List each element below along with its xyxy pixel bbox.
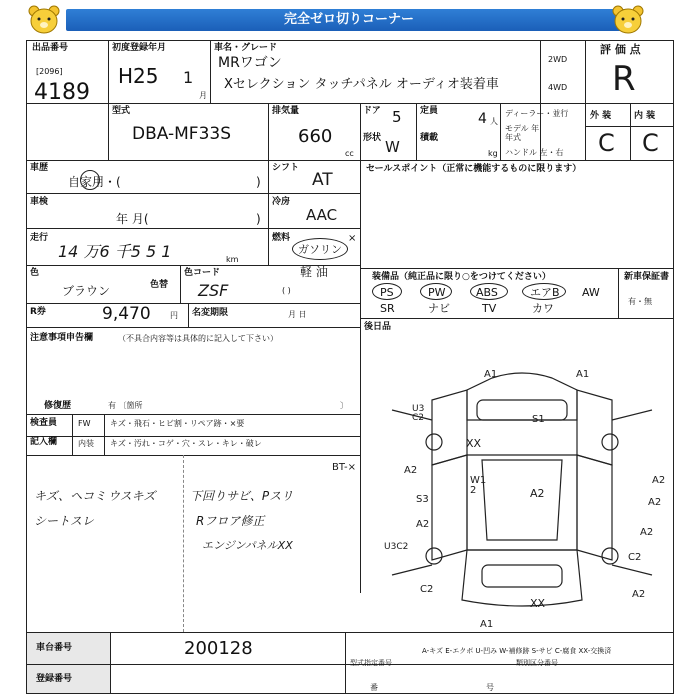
note-3: 下回りサビ、Pスリ (190, 489, 294, 503)
doors-value: 5 (392, 108, 402, 126)
fuel-diesel: 軽 油 (300, 265, 328, 279)
mark-a2-right2: A2 (648, 497, 662, 508)
persons-unit: 人 (490, 117, 498, 126)
equip-aw: AW (582, 286, 600, 299)
mark-a2-center: A2 (530, 487, 545, 500)
cc-unit: cc (345, 149, 354, 158)
score-value: R (612, 59, 636, 99)
name-change-unit: 月 日 (288, 310, 307, 319)
usage-label: 車歴 (30, 163, 49, 173)
notes-sub: （不具合内容等は具体的に記入して下さい） (118, 334, 278, 343)
km-unit: km (226, 255, 239, 264)
color-code-value: ZSF (198, 281, 229, 300)
handle-label: ハンドル 左・右 (505, 148, 564, 157)
mark-a1-bottom: A1 (480, 619, 494, 630)
interior-short-label: 内装 (78, 439, 94, 448)
mark-s3: S3 (416, 494, 429, 505)
exterior-label: 外 装 (590, 111, 612, 121)
color-label: 色 (30, 268, 40, 278)
mark-c2-left: C2 (420, 584, 434, 595)
note-5: Rフロア修正 (196, 514, 265, 528)
fuel-label: 燃料 (272, 233, 291, 243)
drive-4wd: 4WD (548, 83, 568, 92)
inspector-label: 検査員 (30, 418, 58, 428)
equip-ps: PS (380, 286, 394, 299)
fw-items: キズ・飛石・ヒビ割・リペア跡・×要 (110, 419, 245, 428)
model-value: DBA-MF33S (132, 124, 232, 144)
capacity-value: 4 (478, 111, 487, 127)
yen-unit: 円 (170, 311, 178, 320)
inspection-close: ) (256, 212, 261, 226)
lot-number: 4189 (34, 80, 90, 105)
displacement-value: 660 (298, 126, 333, 147)
interior-grade: C (642, 129, 659, 157)
note-1: キズ、ヘコミ (34, 489, 107, 503)
car-name: MRワゴン (218, 55, 282, 71)
fuel-gas: ガソリン (298, 243, 342, 256)
inspection-label: 車検 (30, 197, 49, 207)
equipment-label: 装備品（純正品に限り○をつけてください） (372, 272, 551, 282)
damage-legend: A-キズ E-エクボ U-凹み W-補修跡 S-サビ C-腐食 XX-交換済 (422, 647, 612, 655)
repair-value: 有 〔箇所 (108, 401, 143, 410)
mark-a1-left: A1 (484, 369, 498, 380)
equip-navi: ナビ (428, 302, 450, 315)
later-items-label: 後日品 (364, 322, 392, 332)
name-change-label: 名変期限 (192, 308, 229, 318)
recycle-label: R券 (30, 307, 46, 317)
shift-label: シフト (272, 163, 300, 173)
mark-xx-bottom: XX (530, 597, 546, 610)
mascot-bear-left-icon (26, 4, 62, 36)
mark-c2-right: C2 (628, 552, 642, 563)
car-grade: Xセレクション タッチパネル オーディオ装着車 (224, 77, 499, 92)
mark-a2-right: A2 (652, 475, 666, 486)
selling-points-label: セールスポイント（正常に機能するものに限ります） (366, 164, 582, 174)
fuel-gas-circle (292, 238, 348, 260)
equip-airbag: エアB (530, 286, 560, 299)
mark-a2-lower: A2 (416, 519, 430, 530)
first-registration-label: 初度登録年月 (112, 43, 167, 53)
kg-unit: kg (488, 149, 498, 158)
equip-airbag-circle (522, 283, 566, 300)
first-registration-month: 1 (183, 68, 194, 87)
mark-s1: S1 (532, 414, 545, 425)
equip-pw: PW (428, 286, 446, 299)
equip-tv: TV (482, 302, 497, 315)
ac-value: AAC (306, 206, 338, 224)
first-registration-era: H25 (118, 64, 159, 88)
model-year-label: モデル 年 (505, 124, 540, 133)
mark-u3c2: U3 C2 (412, 404, 425, 423)
note-2: ウスキズ (108, 489, 156, 503)
loading-label: 積載 (420, 133, 439, 143)
equip-leather: カワ (532, 302, 554, 315)
banner-title: 完全ゼロ切りコーナー (66, 9, 632, 31)
interior-label: 内 装 (634, 111, 656, 121)
chassis-number: 200128 (184, 638, 253, 659)
note-6: エンジンパネルXX (202, 539, 293, 552)
inspector-sub: 記入欄 (30, 437, 58, 447)
mark-a2-left: A2 (404, 465, 418, 476)
car-name-label: 車名・グレード (214, 43, 278, 53)
lot-sub-number: [2096] (36, 67, 63, 76)
recycle-value: 9,470 (102, 304, 151, 324)
notes-label: 注意事項申告欄 (30, 333, 94, 343)
capacity-label: 定員 (420, 106, 439, 116)
category-number-label: 類別区分番号 (516, 659, 558, 667)
equip-ps-circle (372, 283, 402, 300)
type-designation-label: 型式指定番号 (350, 659, 392, 667)
usage-value: 自家用・( (68, 175, 121, 189)
usage-circle (80, 170, 100, 190)
fw-label: FW (78, 419, 91, 428)
mark-w1: W1 2 (470, 475, 487, 496)
color-code-label: 色コード (184, 268, 221, 278)
registration-label: 登録番号 (36, 674, 73, 684)
mark-u3c2b: U3C2 (384, 542, 409, 552)
shift-value: AT (312, 170, 333, 190)
doors-label: ドア (363, 106, 381, 116)
ac-label: 冷房 (272, 197, 291, 207)
mileage-value: 14 万6 千5 5 1 (58, 242, 172, 261)
repair-close: 〕 (340, 401, 348, 410)
no-label: 号 (486, 683, 494, 692)
drive-2wd: 2WD (548, 55, 568, 64)
equip-abs: ABS (476, 286, 498, 299)
color-change-label: 色替 (150, 280, 169, 290)
displacement-label: 排気量 (272, 106, 300, 116)
shape-label: 形状 (363, 133, 382, 143)
exterior-grade: C (598, 129, 615, 157)
lot-number-label: 出品番号 (32, 43, 69, 53)
mark-a1-right: A1 (576, 369, 590, 380)
color-value: ブラウン (62, 284, 111, 298)
month-suffix: 月 (199, 91, 207, 100)
warranty-label: 新車保証書 (624, 272, 670, 282)
model-label: 型式 (112, 106, 131, 116)
model-year-label2: 年式 (505, 133, 521, 142)
mileage-label: 走行 (30, 233, 49, 243)
dealer-label: ディーラー・並行 (505, 109, 569, 118)
equip-sr: SR (380, 302, 395, 315)
score-label: 評 価 点 (600, 43, 641, 56)
mark-a2-right3: A2 (632, 589, 646, 600)
fuel-cross: × (348, 233, 357, 244)
mark-xx-left: XX (466, 437, 482, 450)
warranty-value: 有・無 (628, 297, 652, 306)
fuel-parens: ( ) (282, 286, 291, 295)
usage-close: ) (256, 175, 261, 189)
mascot-bear-right-icon (610, 4, 646, 36)
interior-items: キズ・汚れ・コゲ・穴・スレ・キレ・破レ (110, 439, 262, 448)
chassis-label: 車台番号 (36, 643, 73, 653)
equip-pw-circle (420, 283, 452, 300)
shape-value: W (385, 138, 400, 156)
remark-battery: BT-× (332, 462, 357, 473)
inspection-value: 年 月( (116, 212, 149, 226)
note-4: シートスレ (34, 514, 94, 528)
ban-label: 番 (370, 683, 378, 692)
mark-a2-rr: A2 (640, 527, 654, 538)
repair-label: 修復歴 (44, 401, 72, 411)
equip-abs-circle (470, 283, 508, 300)
